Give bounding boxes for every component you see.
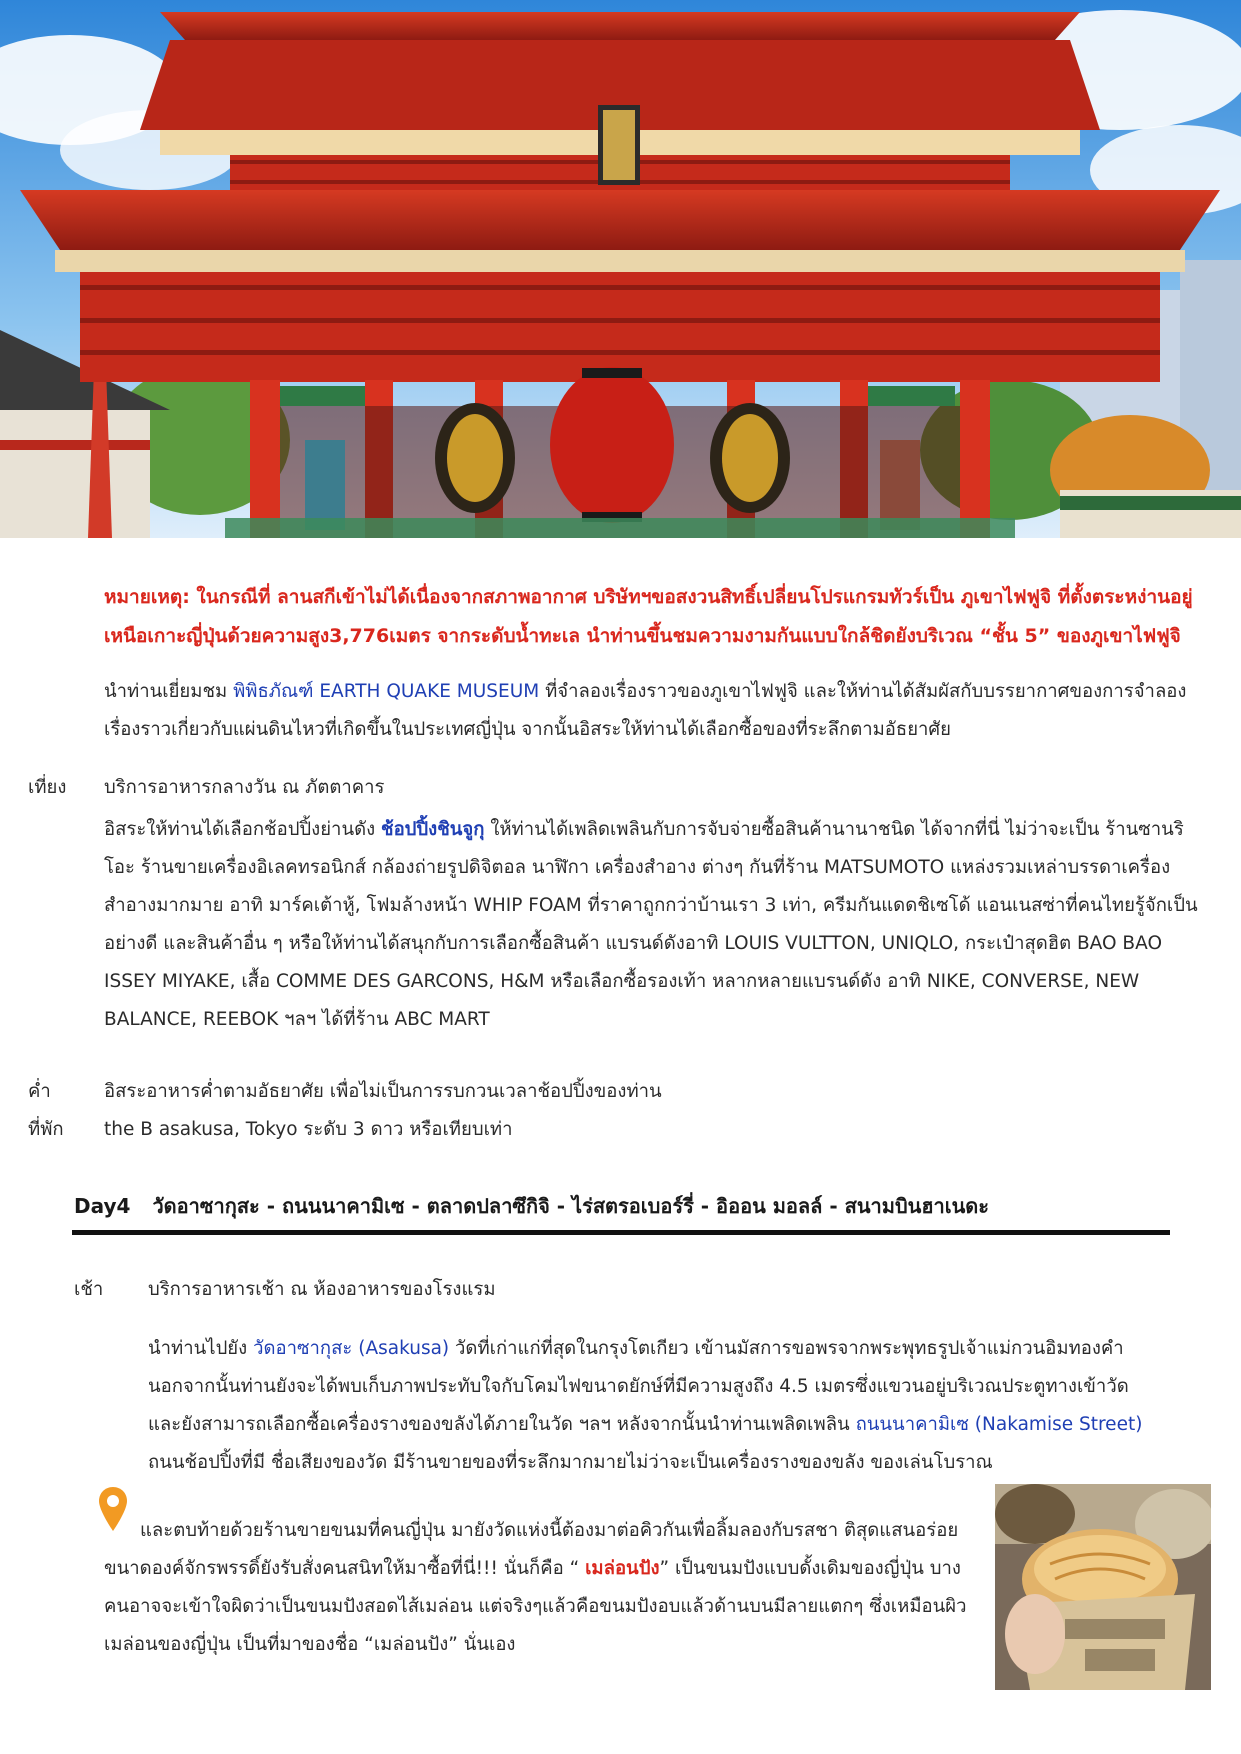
shopping-highlight: ช้อปปิ้งชินจูกุ (381, 819, 485, 840)
asakusa-text: วัดที่เก่าแก่ที่สุดในกรุงโตเกียว เข้านมัสการขอพรจากพระพุทธรูปเจ้าแม่กวนอิมทองคำ นอกจากนั้นท่านยังจะได้พบเก็บภาพประทับใจกับโคมไฟขนาดยักษ์ที่มีความสูงถึง 4.5 เมตรซึ่งแขวนอยู่บริเวณประตูทางเข้าวัด และยังสามารถเลือกซื้อเครื่องรางของขลังได้ภายในวัด ฯลฯ หลังจากนั้นนำท่านเพลิดเพลิน (148, 1338, 1129, 1435)
asakusa-text-end: ถนนช้อปปิ้งที่มี ชื่อเสียงของวัด มีร้านขายของที่ระลึกมากมายไม่ว่าจะเป็นเครื่องรางของขลัง ของเล่นโบราณ (148, 1452, 993, 1473)
melonpan-paragraph (104, 1512, 980, 1664)
day4-title: วัดอาซากุสะ - ถนนนาคามิเซ - ตลาดปลาซึกิจิ - ไร่สตรอเบอร์รี่ - อิออน มอลล์ - สนามบินฮาเนดะ (152, 1194, 989, 1218)
melonpan-intro: และตบท้ายด้วยร้านขายขนมที่คนญี่ปุ่น มายังวัดแห่งนี้ต้องมาต่อคิวกันเพื่อลิ้มลองกับรสชา ติสุดแสนอร่อย ขนาดองค์จักรพรรดิ์ยังรับสั่งคนสนิทให้มาซื้อที่นี่!!! นั่นก็คือ “ (104, 1520, 959, 1579)
melonpan-highlight: เมล่อนปัง (585, 1558, 660, 1579)
day4-number: Day4 (74, 1194, 131, 1218)
melonpan-text: ” เป็นขนมปังแบบดั้งเดิมของญี่ปุ่น บางคนอาจจะเข้าใจผิดว่าเป็นขนมปังสอดไส้เมล่อน แต่จริงๆแล้วคือขนมปังอบแล้วด้านบนมีลายแตกๆ ซึ่งเหมือนผิวเมล่อนของญี่ปุ่น เป็นที่มาของชื่อ “เมล่อนปัง” นั่นเอง (104, 1558, 967, 1655)
shopping-paragraph (104, 811, 1212, 1039)
museum-highlight: พิพิธภัณฑ์ EARTH QUAKE MUSEUM (233, 681, 540, 702)
hotel-label: ที่พัก (28, 1119, 64, 1140)
day4-heading (74, 1190, 1170, 1222)
melonpan-photo (995, 1484, 1211, 1690)
asakusa-intro: นำท่านไปยัง (148, 1338, 254, 1359)
shopping-intro: อิสระให้ท่านได้เลือกช้อปปิ้งย่านดัง (104, 819, 382, 840)
museum-text: ที่จำลองเรื่องราวของภูเขาไฟฟูจิ และให้ท่านได้สัมผัสกับบรรยากาศของการจำลองเรื่องราวเกี่ยวกับแผ่นดินไหวที่เกิดขึ้นในประเทศญี่ปุ่น จากนั้นอิสระให้ท่านได้เลือกซื้อของที่ระลึกตามอัธยาศัย (104, 681, 1187, 740)
lunch-text: บริการอาหารกลางวัน ณ ภัตตาคาร (104, 777, 385, 798)
lunch-label: เที่ยง (28, 777, 67, 798)
museum-intro: นำท่านเยี่ยมชม (104, 681, 234, 702)
breakfast-label: เช้า (74, 1279, 104, 1300)
dinner-text: อิสระอาหารค่ำตามอัธยาศัย เพื่อไม่เป็นการรบกวนเวลาช้อปปิ้งของท่าน (104, 1081, 662, 1102)
dinner-label: ค่ำ (28, 1081, 51, 1102)
museum-paragraph (104, 673, 1212, 749)
hero-temple-image (0, 0, 1241, 538)
asakusa-paragraph (148, 1330, 1166, 1482)
hotel-text: the B asakusa, Tokyo ระดับ 3 ดาว หรือเทียบเท่า (104, 1119, 513, 1140)
shopping-text: ให้ท่านได้เพลิดเพลินกับการจับจ่ายซื้อสินค้านานาชนิด ได้จากที่นี่ ไม่ว่าจะเป็น ร้านซานริโอะ ร้านขายเครื่องอิเลคทรอนิกส์ กล้องถ่ายรูปดิจิตอล นาฬิกา เครื่องสำอาง ต่างๆ กันที่ร้าน MATSUMOTO แหล่งรวมเหล่าบรรดาเครื่องสำอางมากมาย อาทิ มาร์คเต้าหู้, โฟมล้างหน้า WHIP FOAM ที่ราคาถูกกว่าบ้านเรา 3 เท่า, ครีมกันแดดชิเซโด้ แอนเนสซ่าที่คนไทยรู้จักเป็นอย่างดี และสินค้าอื่น ๆ หรือให้ท่านได้สนุกกับการเลือกซื้อสินค้า แบรนด์ดังอาทิ LOUIS VULTTON, UNIQLO, กระเป๋าสุดฮิต BAO BAO ISSEY MIYAKE, เสื้อ COMME DES GARCONS, H&M หรือเลือกซื้อรองเท้า หลากหลายแบรนด์ดัง อาทิ NIKE, CONVERSE, NEW BALANCE, REEBOK ฯลฯ ได้ที่ร้าน ABC MART (104, 819, 1198, 1030)
weather-note: หมายเหตุ: ในกรณีที่ ลานสกีเข้าไม่ได้เนื่องจากสภาพอากาศ บริษัทฯขอสงวนสิทธิ์เปลี่ยนโปรแกรมทัวร์เป็น ภูเขาไฟฟูจิ ที่ตั้งตระหง่านอยู่เหนือเกาะญี่ปุ่นด้วยความสูง3,776เมตร จากระดับน้ำทะเล นำท่านขึ้นชมความงามกันแบบใกล้ชิดยังบริเวณ “ชั้น 5” ของภูเขาไฟฟูจิ (104, 586, 1193, 647)
asakusa-temple-highlight: วัดอาซากุสะ (Asakusa) (253, 1338, 450, 1359)
day4-divider (72, 1230, 1170, 1235)
nakamise-highlight: ถนนนาคามิเซ (Nakamise Street) (855, 1414, 1143, 1435)
breakfast-text: บริการอาหารเช้า ณ ห้องอาหารของโรงแรม (148, 1279, 496, 1300)
